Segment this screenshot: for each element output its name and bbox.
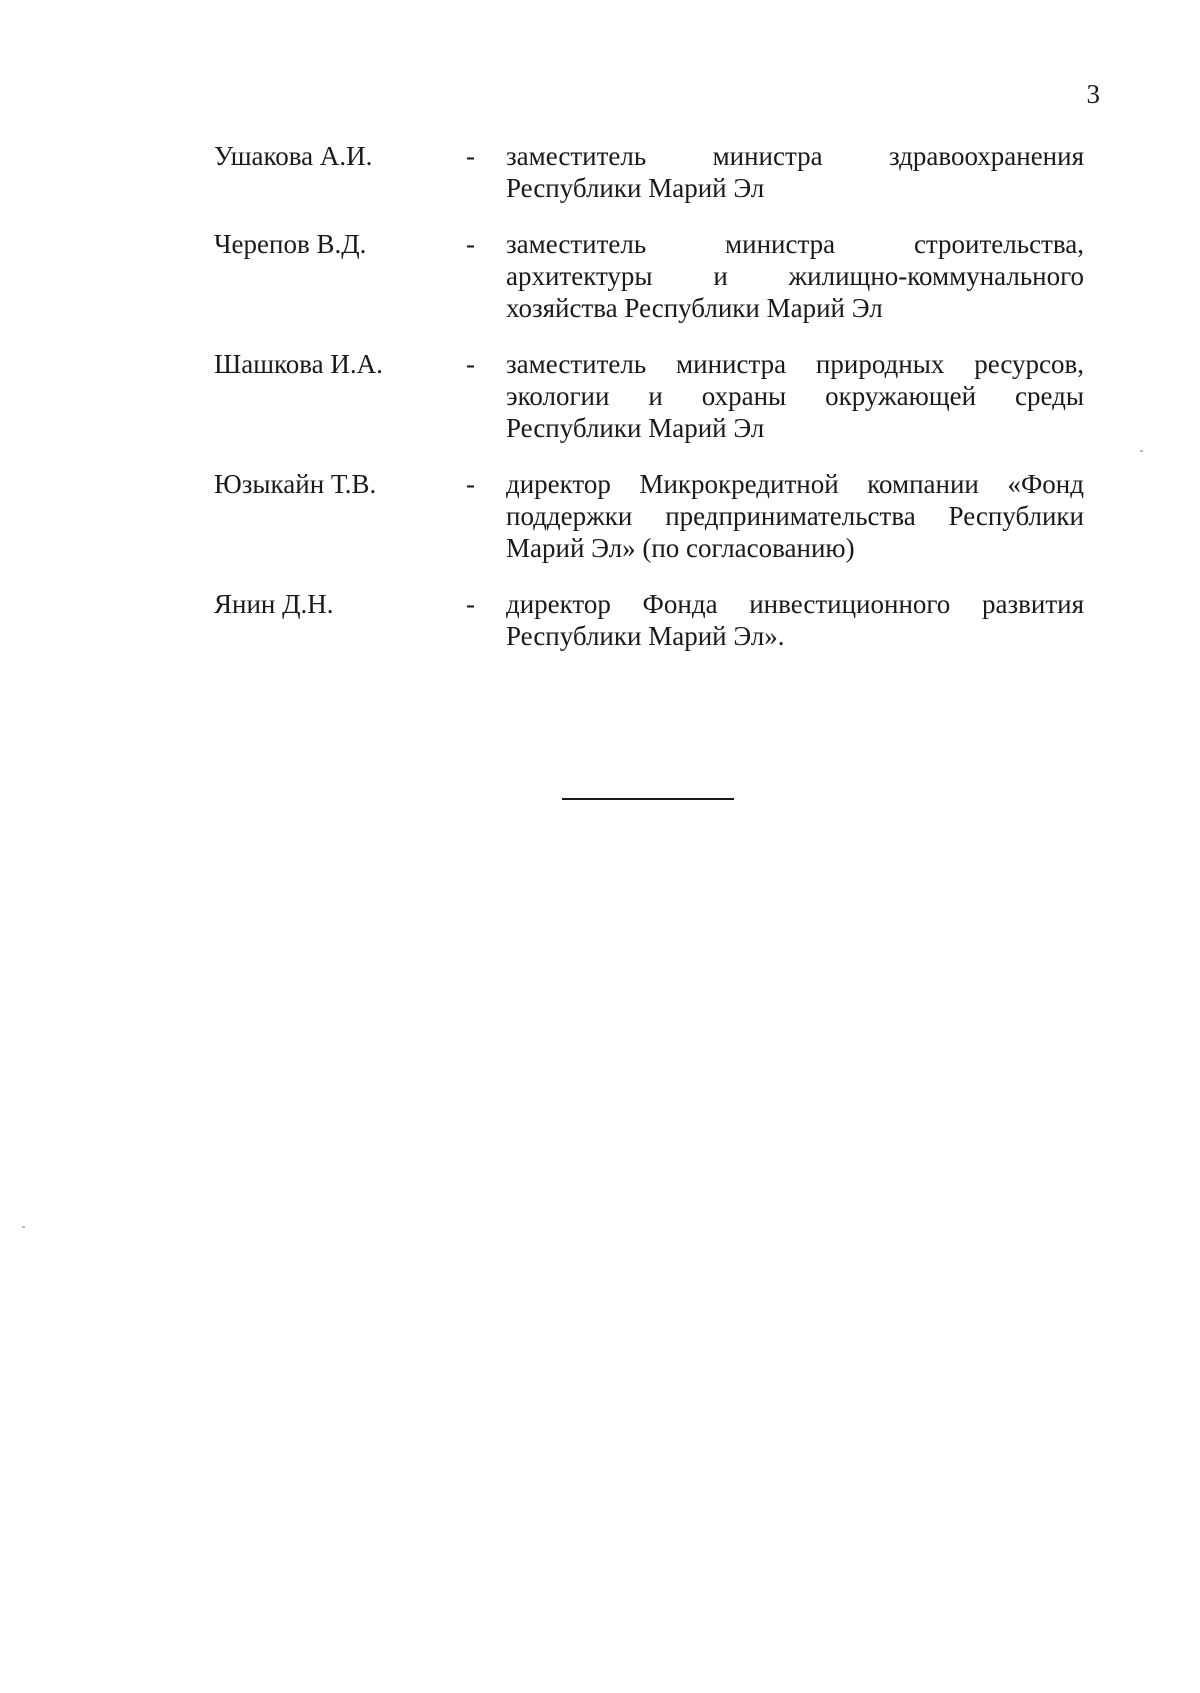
member-name: Юзыкайн Т.В. xyxy=(214,469,377,499)
member-position xyxy=(506,348,1084,444)
position-line: экологии и охраны окружающей среды xyxy=(506,381,1084,411)
position-line: директор Фонда инвестиционного развития xyxy=(506,589,1084,619)
position-line: заместитель министра здравоохранения xyxy=(506,141,1084,171)
position-line: Республики Марий Эл xyxy=(506,413,765,443)
member-name: Янин Д.Н. xyxy=(214,589,334,619)
position-line: директор Микрокредитной компании «Фонд xyxy=(506,469,1084,499)
dash-separator: - xyxy=(466,229,475,259)
position-line: Республики Марий Эл xyxy=(506,173,765,203)
dash-separator: - xyxy=(466,349,475,379)
position-line: заместитель министра строительства, xyxy=(506,229,1084,259)
member-name: Ушакова А.И. xyxy=(214,141,373,171)
page-number: 3 xyxy=(1086,79,1100,109)
member-position xyxy=(506,588,1084,652)
member-name: Шашкова И.А. xyxy=(214,349,383,379)
dash-separator: - xyxy=(466,589,475,619)
scan-speck xyxy=(22,1226,25,1228)
end-of-list-rule xyxy=(562,798,734,800)
member-position xyxy=(506,468,1084,564)
member-position xyxy=(506,228,1084,324)
member-position xyxy=(506,140,1084,204)
position-line: архитектуры и жилищно-коммунального xyxy=(506,261,1084,291)
position-line: Республики Марий Эл». xyxy=(506,621,785,651)
position-line: хозяйства Республики Марий Эл xyxy=(506,293,883,323)
position-line: Марий Эл» (по согласованию) xyxy=(506,533,855,563)
dash-separator: - xyxy=(466,469,475,499)
position-line: поддержки предпринимательства Республики xyxy=(506,501,1084,531)
dash-separator: - xyxy=(466,141,475,171)
scan-speck xyxy=(1140,450,1143,452)
position-line: заместитель министра природных ресурсов, xyxy=(506,349,1084,379)
member-name: Черепов В.Д. xyxy=(214,229,367,259)
